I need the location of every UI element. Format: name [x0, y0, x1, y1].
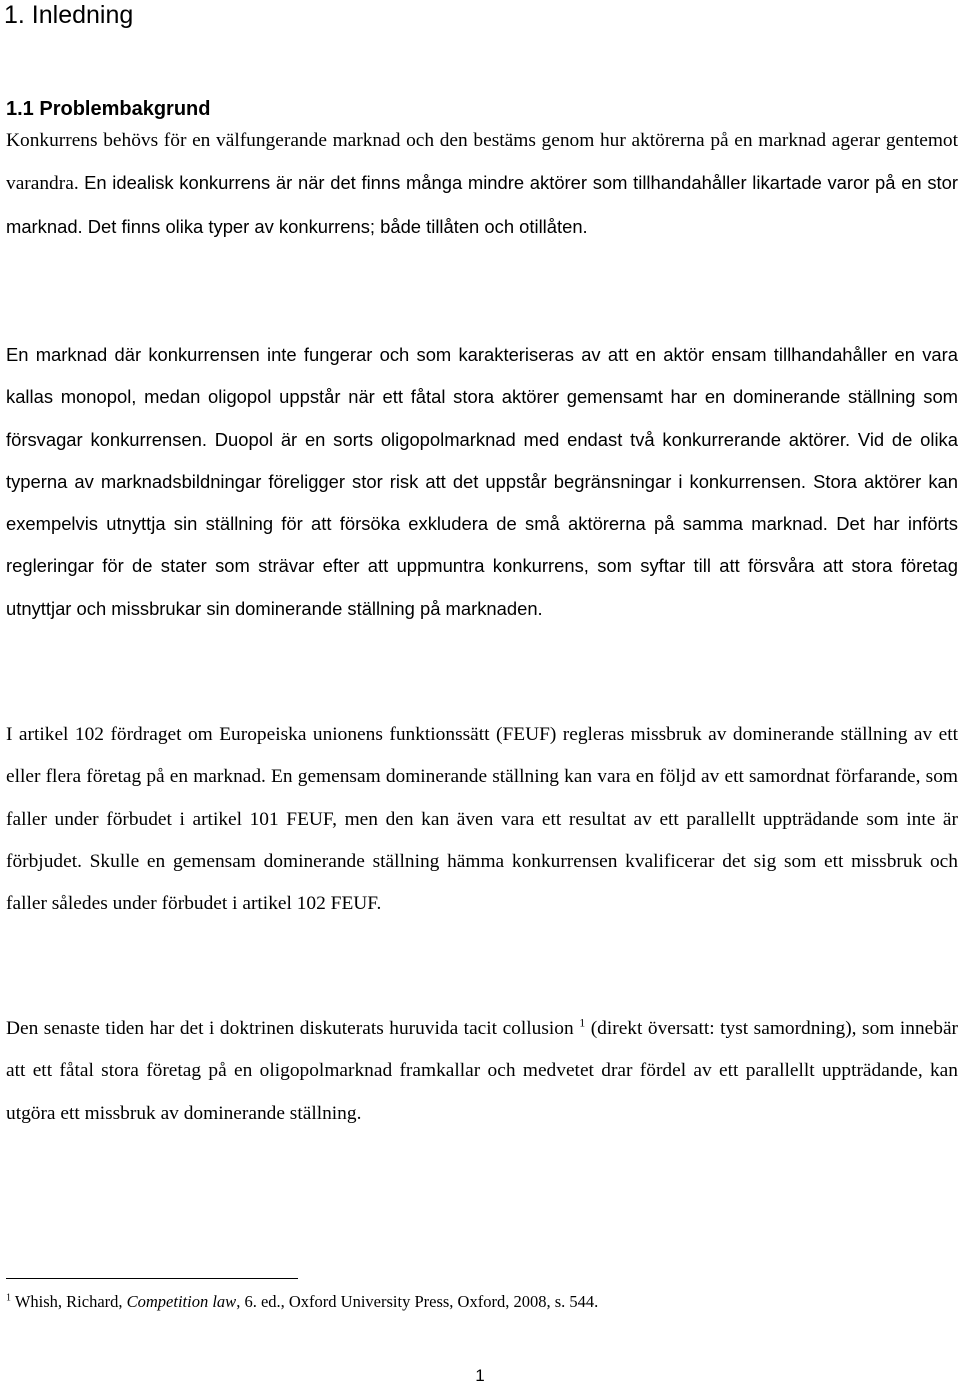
paragraph-2-b: Duopol är en sorts oligopolmarknad med endast två konkurrerande aktörer. [214, 428, 851, 450]
footnote-divider [6, 1278, 298, 1279]
paragraph-4 [6, 1008, 958, 1135]
page-number: 1 [475, 1366, 485, 1385]
paragraph-2-c: Vid de olika typerna av marknadsbildningar föreligger stor risk att det uppstår begränsningar i konkurrensen. [6, 428, 958, 492]
footnote-title: Competition law [126, 1292, 237, 1311]
paragraph-4-before: Den senaste tiden har det i doktrinen diskuterats huruvida tacit collusion [6, 1018, 574, 1039]
section-heading: 1.1 Problembakgrund [6, 98, 211, 120]
footnote-number: 1 [6, 1292, 11, 1304]
paragraph-2-a: En marknad där konkurrensen inte fungerar och som karakteriseras av att en aktör ensam tillhandahåller en vara kallas monopol, medan oligopol uppstår när ett fåtal stora aktörer gemensamt har en dominerande ställning som försvagar konkurrensen. [6, 344, 958, 450]
paragraph-3: I artikel 102 fördraget om Europeiska unionens funktionssätt (FEUF) regleras missbruk av dominerande ställning av ett eller flera företag på en marknad. En gemensam dominerande ställning kan vara en följd av ett samordnat förfarande, som faller under förbudet i artikel 101 FEUF, men den kan även vara ett resultat av ett parallellt uppträdande som inte är förbjudet. Skulle en gemensam dominerande ställning hämma konkurrensen kvalificerar det sig som ett missbruk och faller således under förbudet i artikel 102 FEUF. [6, 724, 958, 915]
chapter-heading: 1. Inledning [4, 1, 134, 29]
paragraph-2-e: Det har införts regleringar för de stater som strävar efter att uppmuntra konkurrens, som syftar till att försvåra att stora företag utnyttjar och missbrukar sin dominerande ställning på marknaden. [6, 513, 958, 619]
footnote [6, 1290, 598, 1314]
paragraph-1 [6, 120, 958, 249]
paragraph-1-intro: Konkurrens behövs för en välfungerande marknad och den bestäms genom hur aktörerna på en marknad agerar gentemot varandra. [6, 130, 958, 195]
footnote-reference[interactable]: 1 [579, 1015, 586, 1030]
paragraph-1-rest: En idealisk konkurrens är när det finns många mindre aktörer som tillhandahåller likartade varor på en stor marknad. Det finns olika typer av konkurrens; både tillåten och otillåten. [6, 172, 958, 237]
footnote-rest: , 6. ed., Oxford University Press, Oxford, 2008, s. 544. [236, 1292, 599, 1311]
paragraph-2-d: Stora aktörer kan exempelvis utnyttja sin ställning för att försöka exkludera de små aktörerna på samma marknad. [6, 470, 958, 535]
paragraph-4-after: (direkt översatt: tyst samordning), som innebär att ett fåtal stora företag på en oligopolmarknad framkallar och medvetet drar fördel av ett parallellt uppträdande, kan utgöra ett missbruk av dominerande ställning. [6, 1018, 959, 1124]
paragraph-2 [6, 334, 958, 630]
footnote-author: Whish, Richard, [11, 1292, 127, 1311]
